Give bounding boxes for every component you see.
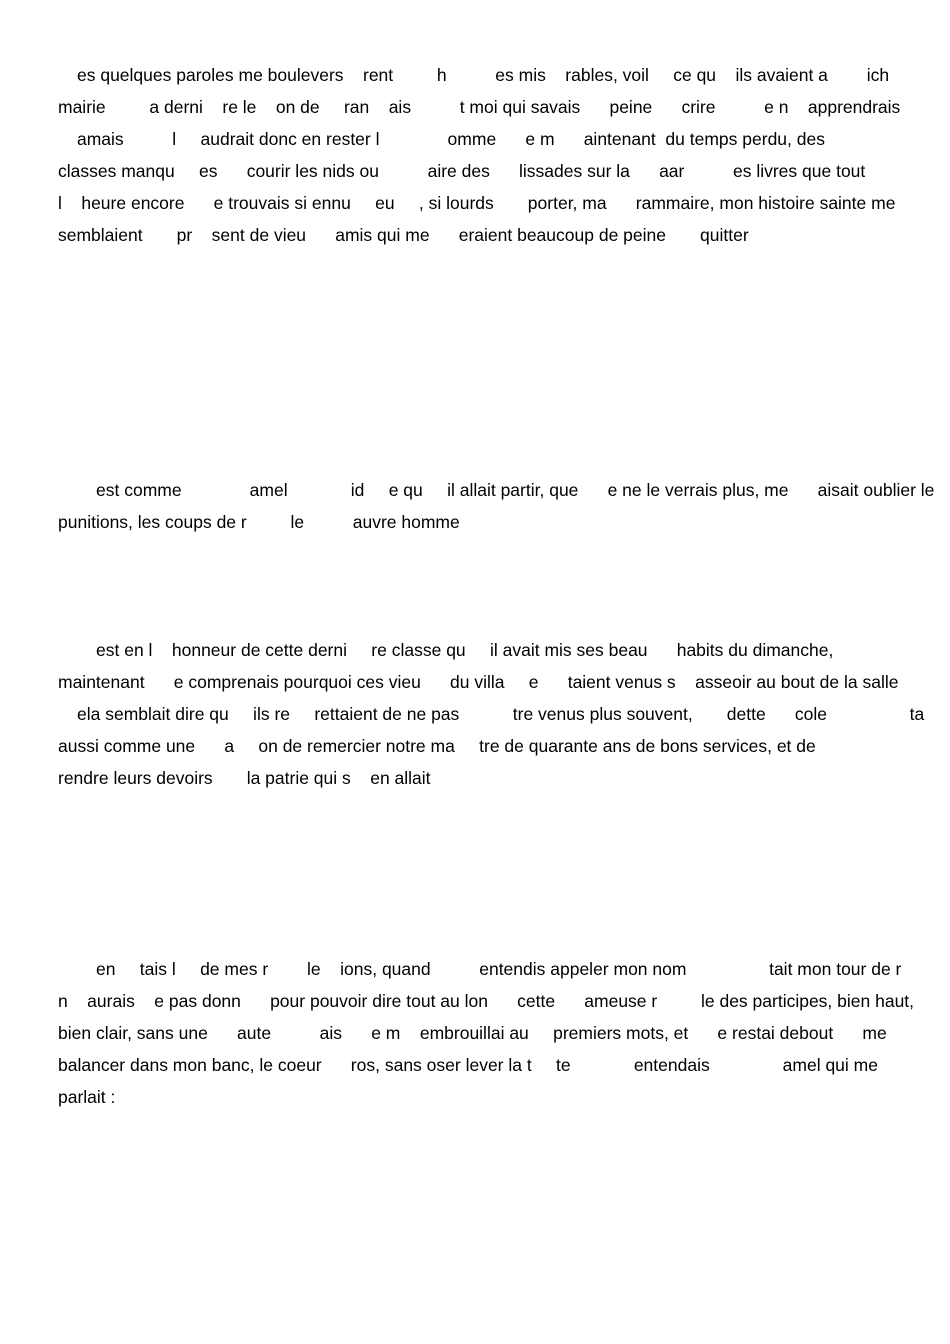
paragraph-2-line-1: est comme amel id e qu il allait partir, que e ne le verrais plus, me aisait oublier le xyxy=(96,480,935,500)
paragraph-4-line-1: en tais l de mes r le ions, quand entendis appeler mon nom tait mon tour de r xyxy=(96,959,902,979)
paragraph-4-line-3: bien clair, sans une aute ais e m embrouillai au premiers mots, et e restai debout me xyxy=(58,1023,887,1043)
paragraph-3-line-3: ela semblait dire qu ils re rettaient de ne pas tre venus plus souvent, dette cole ta xyxy=(77,704,925,724)
paragraph-3-line-2: maintenant e comprenais pourquoi ces vieu du villa e taient venus s asseoir au bout de la salle xyxy=(58,672,899,692)
paragraph-1-line-2: mairie a derni re le on de ran ais t moi qui savais peine crire e n apprendrais xyxy=(58,97,901,117)
paragraph-3-line-1: est en l honneur de cette derni re classe qu il avait mis ses beau habits du dimanche, xyxy=(96,640,834,660)
paragraph-3-line-4: aussi comme une a on de remercier notre ma tre de quarante ans de bons services, et de xyxy=(58,736,816,756)
paragraph-1-line-1: es quelques paroles me boulevers rent h es mis rables, voil ce qu ils avaient a ich xyxy=(77,65,890,85)
paragraph-2-line-2: punitions, les coups de r le auvre homme xyxy=(58,512,460,532)
paragraph-3-line-5: rendre leurs devoirs la patrie qui s en allait xyxy=(58,768,431,788)
paragraph-1-line-5: l heure encore e trouvais si ennu eu , si lourds porter, ma rammaire, mon histoire sainte me xyxy=(58,193,896,213)
paragraph-4-line-4: balancer dans mon banc, le coeur ros, sans oser lever la t te entendais amel qui me xyxy=(58,1055,878,1075)
paragraph-4-line-5: parlait : xyxy=(58,1087,116,1107)
paragraph-4-line-2: n aurais e pas donn pour pouvoir dire tout au lon cette ameuse r le des participes, bien haut, xyxy=(58,991,915,1011)
paragraph-1-line-6: semblaient pr sent de vieu amis qui me eraient beaucoup de peine quitter xyxy=(58,225,749,245)
paragraph-1-line-4: classes manqu es courir les nids ou aire des lissades sur la aar es livres que tout xyxy=(58,161,866,181)
paragraph-1-line-3: amais l audrait donc en rester l omme e m aintenant du temps perdu, des xyxy=(77,129,825,149)
